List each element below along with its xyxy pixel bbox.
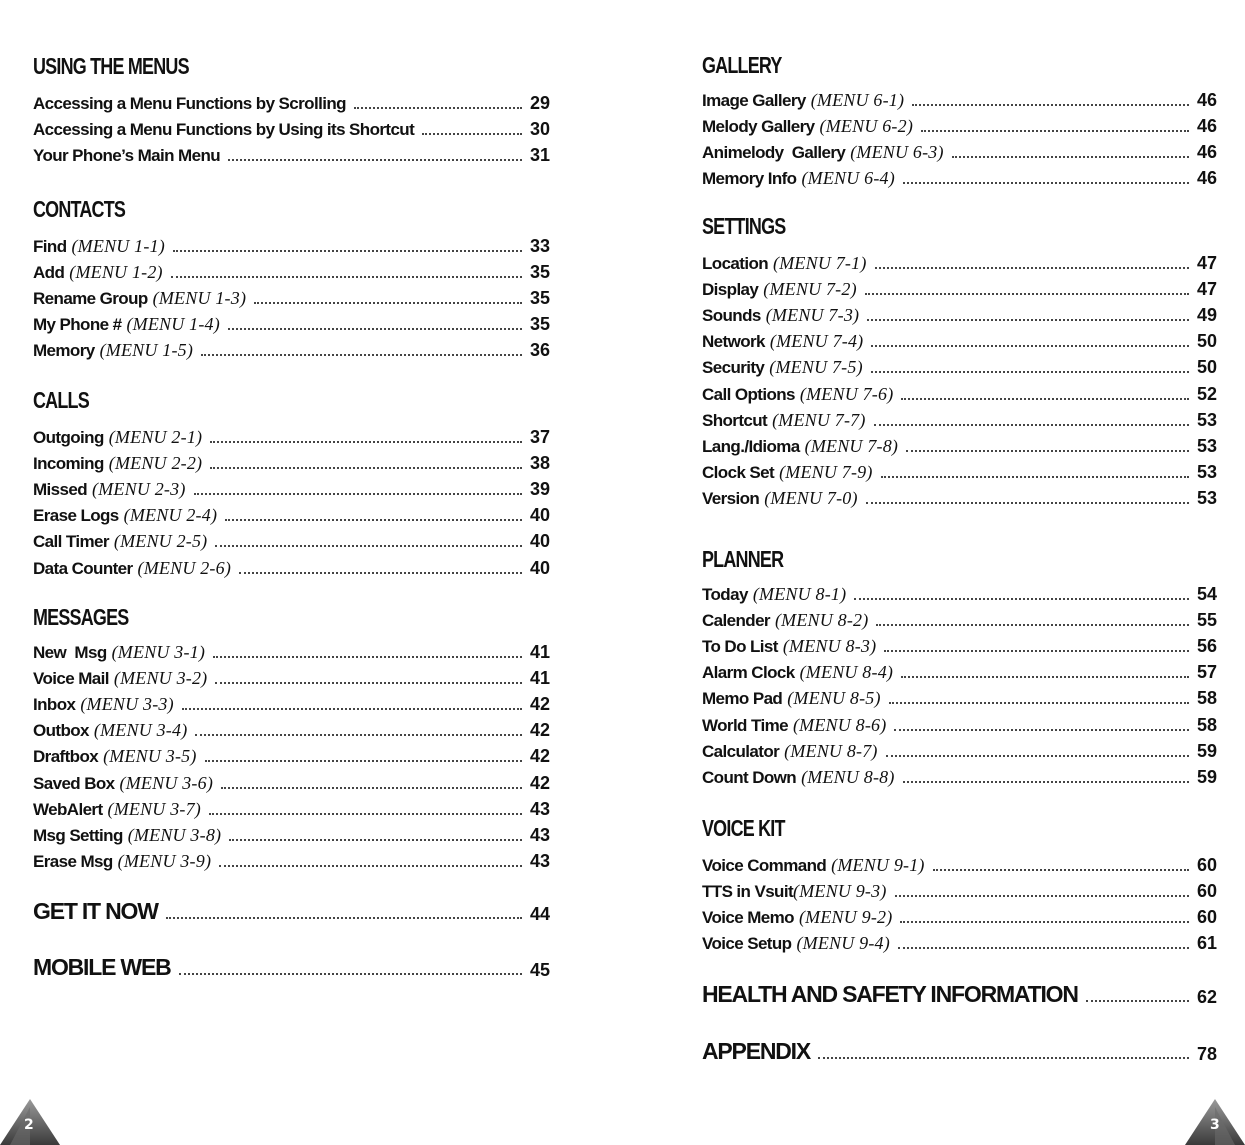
toc-entry[interactable] <box>702 709 1217 735</box>
entry-label: Missed <box>33 480 88 500</box>
entry-label: Draftbox <box>33 747 99 767</box>
toc-entry[interactable] <box>702 579 1217 605</box>
toc-entry[interactable] <box>702 736 1217 762</box>
leader-dots <box>865 292 1189 295</box>
toc-heading-health-and-safety[interactable] <box>702 980 1217 1008</box>
entry-menu-code: (MENU 3-8) <box>127 824 222 845</box>
entry-page: 40 <box>529 505 550 526</box>
toc-entry[interactable] <box>33 88 550 114</box>
leader-dots <box>867 318 1189 321</box>
entry-label: Outbox <box>33 721 89 741</box>
entry-label: Voice Setup <box>702 934 792 954</box>
entry-page: 58 <box>1196 688 1217 709</box>
leader-dots <box>906 449 1189 452</box>
entry-menu-code: (MENU 7-2) <box>763 279 857 300</box>
entry-label: Accessing a Menu Functions by Using its Shortcut <box>33 120 415 140</box>
toc-entry[interactable] <box>702 683 1217 709</box>
heading-label: APPENDIX <box>702 1038 810 1064</box>
entry-menu-code: (MENU 8-2) <box>774 610 869 631</box>
leader-dots <box>228 327 522 330</box>
entry-page: 60 <box>1196 881 1217 902</box>
entry-label: Lang./Idioma <box>702 436 800 456</box>
leader-dots <box>912 103 1189 106</box>
entry-label: Add <box>33 263 65 283</box>
leader-dots <box>215 681 522 684</box>
entry-page: 36 <box>529 340 550 361</box>
entry-menu-code: (MENU 3-9) <box>117 850 212 871</box>
toc-entry[interactable] <box>702 352 1217 378</box>
entry-menu-code: (MENU 8-5) <box>787 688 881 709</box>
toc-entry[interactable] <box>33 257 550 283</box>
entry-menu-code: (MENU 7-8) <box>804 435 899 456</box>
leader-dots <box>209 812 522 815</box>
toc-entry[interactable] <box>33 552 550 578</box>
section-title: CONTACTS <box>33 196 126 222</box>
toc-entry[interactable] <box>702 850 1217 876</box>
leader-dots <box>874 423 1189 426</box>
leader-dots <box>901 397 1189 400</box>
entry-label: Erase Logs <box>33 506 119 526</box>
toc-entry[interactable] <box>702 163 1217 189</box>
leader-dots <box>210 466 522 469</box>
entry-page: 47 <box>1196 253 1217 274</box>
entry-page: 30 <box>529 119 550 140</box>
entry-page: 59 <box>1196 766 1217 787</box>
leader-dots <box>933 868 1189 871</box>
entry-label: Outgoing <box>33 428 104 448</box>
entry-page: 35 <box>529 314 550 335</box>
entry-page: 43 <box>529 850 550 871</box>
leader-dots <box>881 475 1189 478</box>
entry-menu-code: (MENU 9-3) <box>793 881 887 902</box>
entry-page: 56 <box>1196 636 1217 657</box>
toc-entry[interactable] <box>702 248 1217 274</box>
entry-menu-code: (MENU 8-7) <box>784 740 878 761</box>
toc-heading-mobile-web[interactable] <box>33 953 550 981</box>
entry-page: 35 <box>529 262 550 283</box>
leader-dots <box>166 916 522 919</box>
toc-entry[interactable] <box>33 767 550 793</box>
leader-dots <box>875 266 1189 269</box>
entry-page: 42 <box>529 746 550 767</box>
toc-entry[interactable] <box>702 631 1217 657</box>
entry-page: 35 <box>529 288 550 309</box>
toc-entry[interactable] <box>702 431 1217 457</box>
entry-label: World Time <box>702 715 788 735</box>
entry-page: 46 <box>1196 168 1217 189</box>
leader-dots <box>884 649 1189 652</box>
entry-label: Call Options <box>702 384 795 404</box>
toc-entry[interactable] <box>702 111 1217 137</box>
toc-entry[interactable] <box>33 231 550 257</box>
entry-page: 43 <box>529 824 550 845</box>
entry-menu-code: (MENU 8-4) <box>799 662 894 683</box>
entry-label: Alarm Clock <box>702 663 795 683</box>
toc-section-settings <box>702 213 1217 509</box>
section-title: VOICE KIT <box>702 815 785 841</box>
leader-dots <box>205 759 522 762</box>
entry-page: 60 <box>1196 855 1217 876</box>
entry-label: Count Down <box>702 767 797 787</box>
entry-page: 43 <box>529 798 550 819</box>
leader-dots <box>210 440 522 443</box>
entry-label: Call Timer <box>33 532 109 552</box>
entry-label: Incoming <box>33 454 104 474</box>
leader-dots <box>225 518 522 521</box>
entry-menu-code: (MENU 7-0) <box>764 487 858 508</box>
entry-menu-code: (MENU 7-5) <box>769 357 863 378</box>
leader-dots <box>898 946 1189 949</box>
entry-label: Saved Box <box>33 773 115 793</box>
leader-dots <box>903 780 1189 783</box>
entry-page: 59 <box>1196 740 1217 761</box>
toc-entry[interactable] <box>702 876 1217 902</box>
heading-page: 45 <box>529 960 550 980</box>
entry-page: 46 <box>1196 90 1217 111</box>
entry-label: Image Gallery <box>702 91 806 111</box>
leader-dots <box>871 370 1189 373</box>
leader-dots <box>354 106 522 109</box>
entry-label: Memo Pad <box>702 689 783 709</box>
entry-menu-code: (MENU 1-5) <box>99 340 194 361</box>
entry-label: Voice Command <box>702 856 827 876</box>
entry-page: 29 <box>529 93 550 114</box>
entry-label: Today <box>702 585 748 605</box>
leader-dots <box>900 920 1189 923</box>
toc-entry[interactable] <box>33 526 550 552</box>
leader-dots <box>876 623 1189 626</box>
entry-menu-code: (MENU 6-2) <box>819 116 914 137</box>
leader-dots <box>901 675 1189 678</box>
entry-menu-code: (MENU 8-1) <box>752 584 847 605</box>
entry-label: Calender <box>702 611 770 631</box>
toc-entry[interactable] <box>33 637 550 663</box>
entry-menu-code: (MENU 1-1) <box>71 236 165 257</box>
entry-page: 61 <box>1196 933 1217 954</box>
entry-menu-code: (MENU 9-1) <box>831 855 925 876</box>
toc-section-using-the-menus <box>33 53 550 166</box>
entry-label: New Msg <box>33 643 107 663</box>
entry-page: 39 <box>529 479 550 500</box>
entry-label: Rename Group <box>33 289 148 309</box>
leader-dots <box>228 158 522 161</box>
entry-page: 41 <box>529 642 550 663</box>
entry-menu-code: (MENU 1-2) <box>69 262 163 283</box>
entry-menu-code: (MENU 2-3) <box>92 479 186 500</box>
entry-menu-code: (MENU 7-3) <box>765 305 860 326</box>
toc-entry[interactable] <box>33 114 550 140</box>
leader-dots <box>889 701 1189 704</box>
toc-section-contacts <box>33 196 550 361</box>
entry-page: 46 <box>1196 142 1217 163</box>
entry-page: 40 <box>529 531 550 552</box>
toc-entry[interactable] <box>702 378 1217 404</box>
toc-entry[interactable] <box>33 309 550 335</box>
entry-label: Erase Msg <box>33 851 113 871</box>
entry-label: Melody Gallery <box>702 117 815 137</box>
entry-page: 42 <box>529 720 550 741</box>
entry-page: 41 <box>529 668 550 689</box>
toc-entry[interactable] <box>33 689 550 715</box>
toc-entry[interactable] <box>33 283 550 309</box>
section-title: SETTINGS <box>702 213 786 239</box>
entry-label: Calculator <box>702 741 780 761</box>
toc-section-calls <box>33 387 550 579</box>
entry-page: 53 <box>1196 487 1217 508</box>
entry-menu-code: (MENU 8-8) <box>801 766 895 787</box>
section-title: PLANNER <box>702 546 784 572</box>
entry-menu-code: (MENU 3-7) <box>107 798 201 819</box>
entry-menu-code: (MENU 7-7) <box>772 409 866 430</box>
entry-label: TTS in Vsuit <box>702 882 794 902</box>
entry-menu-code: (MENU 2-5) <box>113 531 208 552</box>
entry-page: 58 <box>1196 714 1217 735</box>
leader-dots <box>818 1056 1189 1059</box>
toc-section-gallery <box>702 52 1217 189</box>
toc-entry[interactable] <box>33 794 550 820</box>
toc-entry[interactable] <box>702 762 1217 788</box>
page-number: 3 <box>1210 1117 1220 1133</box>
leader-dots <box>173 249 522 252</box>
entry-menu-code: (MENU 7-4) <box>769 331 864 352</box>
entry-page: 40 <box>529 557 550 578</box>
entry-label: Animelody Gallery <box>702 143 846 163</box>
toc-heading-appendix[interactable] <box>702 1037 1217 1065</box>
toc-entry[interactable] <box>33 820 550 846</box>
entry-menu-code: (MENU 1-3) <box>152 288 247 309</box>
leader-dots <box>213 655 522 658</box>
entry-menu-code: (MENU 9-2) <box>798 907 893 928</box>
entry-page: 37 <box>529 427 550 448</box>
entry-menu-code: (MENU 2-4) <box>123 505 218 526</box>
entry-menu-code: (MENU 7-9) <box>779 461 873 482</box>
entry-page: 42 <box>529 772 550 793</box>
entry-page: 47 <box>1196 279 1217 300</box>
left-page <box>0 0 622 1145</box>
toc-entry[interactable] <box>702 326 1217 352</box>
entry-menu-code: (MENU 3-3) <box>80 694 174 715</box>
entry-label: Voice Memo <box>702 908 794 928</box>
page-number: 2 <box>24 1117 34 1133</box>
entry-label: Location <box>702 254 769 274</box>
leader-dots <box>952 155 1189 158</box>
entry-menu-code: (MENU 9-4) <box>796 933 890 954</box>
toc-entry[interactable] <box>702 902 1217 928</box>
toc-entry[interactable] <box>33 140 550 166</box>
entry-menu-code: (MENU 6-4) <box>801 168 895 189</box>
toc-entry[interactable] <box>702 657 1217 683</box>
leader-dots <box>179 972 523 975</box>
entry-menu-code: (MENU 2-6) <box>137 557 232 578</box>
entry-page: 55 <box>1196 610 1217 631</box>
entry-page: 49 <box>1196 305 1217 326</box>
leader-dots <box>422 132 522 135</box>
entry-page: 46 <box>1196 116 1217 137</box>
leader-dots <box>921 129 1189 132</box>
leader-dots <box>854 597 1189 600</box>
entry-label: Accessing a Menu Functions by Scrolling <box>33 94 346 114</box>
toc-entry[interactable] <box>702 405 1217 431</box>
toc-entry[interactable] <box>702 483 1217 509</box>
entry-page: 50 <box>1196 331 1217 352</box>
entry-page: 53 <box>1196 435 1217 456</box>
entry-page: 38 <box>529 453 550 474</box>
entry-menu-code: (MENU 7-1) <box>773 253 867 274</box>
entry-label: Shortcut <box>702 410 768 430</box>
toc-entry[interactable] <box>33 846 550 872</box>
entry-page: 50 <box>1196 357 1217 378</box>
entry-menu-code: (MENU 3-1) <box>111 642 206 663</box>
leader-dots <box>866 501 1189 504</box>
entry-menu-code: (MENU 3-5) <box>103 746 197 767</box>
entry-label: Clock Set <box>702 462 775 482</box>
entry-label: Version <box>702 488 760 508</box>
entry-menu-code: (MENU 6-3) <box>850 142 944 163</box>
toc-entry[interactable] <box>702 457 1217 483</box>
toc-entry[interactable] <box>33 448 550 474</box>
entry-menu-code: (MENU 7-6) <box>799 383 894 404</box>
entry-label: My Phone # <box>33 315 122 335</box>
toc-section-voice-kit <box>702 815 1217 954</box>
toc-entry[interactable] <box>33 335 550 361</box>
entry-menu-code: (MENU 3-4) <box>93 720 188 741</box>
leader-dots <box>229 838 522 841</box>
toc-entry[interactable] <box>702 85 1217 111</box>
entry-menu-code: (MENU 3-6) <box>119 772 214 793</box>
toc-heading-get-it-now[interactable] <box>33 897 550 925</box>
entry-page: 57 <box>1196 662 1217 683</box>
entry-page: 31 <box>529 145 550 166</box>
heading-page: 78 <box>1196 1044 1217 1064</box>
entry-label: Data Counter <box>33 558 133 578</box>
heading-page: 62 <box>1196 987 1217 1007</box>
heading-label: GET IT NOW <box>33 898 158 924</box>
toc-section-planner <box>702 546 1217 788</box>
leader-dots <box>194 492 522 495</box>
entry-page: 54 <box>1196 584 1217 605</box>
leader-dots <box>254 301 522 304</box>
toc-entry[interactable] <box>33 663 550 689</box>
toc-entry[interactable] <box>33 741 550 767</box>
entry-label: Security <box>702 358 765 378</box>
leader-dots <box>894 728 1189 731</box>
leader-dots <box>219 864 522 867</box>
entry-menu-code: (MENU 8-6) <box>792 714 887 735</box>
toc-entry[interactable] <box>702 605 1217 631</box>
leader-dots <box>171 275 522 278</box>
entry-menu-code: (MENU 2-2) <box>108 453 203 474</box>
entry-menu-code: (MENU 3-2) <box>113 668 208 689</box>
leader-dots <box>182 707 522 710</box>
section-title: MESSAGES <box>33 604 129 630</box>
leader-dots <box>215 544 522 547</box>
entry-page: 42 <box>529 694 550 715</box>
toc-entry[interactable] <box>702 300 1217 326</box>
section-title: CALLS <box>33 387 89 413</box>
section-title: USING THE MENUS <box>33 53 189 79</box>
entry-page: 52 <box>1196 383 1217 404</box>
right-page <box>622 0 1245 1145</box>
entry-label: Your Phone’s Main Menu <box>33 146 221 166</box>
toc-entry[interactable] <box>702 928 1217 954</box>
entry-page: 60 <box>1196 907 1217 928</box>
entry-page: 33 <box>529 236 550 257</box>
section-title: GALLERY <box>702 52 782 78</box>
entry-label: Display <box>702 280 759 300</box>
entry-label: Find <box>33 237 67 257</box>
leader-dots <box>195 733 522 736</box>
entry-menu-code: (MENU 2-1) <box>108 427 203 448</box>
toc-entry[interactable] <box>33 422 550 448</box>
leader-dots <box>903 181 1189 184</box>
entry-label: Memory Info <box>702 169 797 189</box>
entry-menu-code: (MENU 1-4) <box>126 314 220 335</box>
leader-dots <box>895 894 1189 897</box>
leader-dots <box>886 754 1189 757</box>
toc-entry[interactable] <box>33 500 550 526</box>
toc-entry[interactable] <box>33 715 550 741</box>
entry-label: Sounds <box>702 306 761 326</box>
leader-dots <box>201 353 522 356</box>
entry-label: WebAlert <box>33 799 103 819</box>
entry-page: 53 <box>1196 461 1217 482</box>
entry-label: Inbox <box>33 695 76 715</box>
entry-label: Voice Mail <box>33 669 109 689</box>
entry-label: Memory <box>33 341 95 361</box>
toc-section-messages <box>33 604 550 872</box>
entry-label: Network <box>702 332 765 352</box>
entry-menu-code: (MENU 8-3) <box>782 636 877 657</box>
leader-dots <box>1086 999 1189 1002</box>
entry-label: To Do List <box>702 637 778 657</box>
heading-label: HEALTH AND SAFETY INFORMATION <box>702 981 1078 1007</box>
leader-dots <box>239 571 522 574</box>
entry-menu-code: (MENU 6-1) <box>810 90 905 111</box>
heading-label: MOBILE WEB <box>33 954 171 980</box>
leader-dots <box>221 786 522 789</box>
entry-label: Msg Setting <box>33 825 123 845</box>
toc-entry[interactable] <box>702 274 1217 300</box>
toc-entry[interactable] <box>702 137 1217 163</box>
leader-dots <box>871 344 1189 347</box>
heading-page: 44 <box>529 904 550 924</box>
entry-page: 53 <box>1196 409 1217 430</box>
toc-entry[interactable] <box>33 474 550 500</box>
